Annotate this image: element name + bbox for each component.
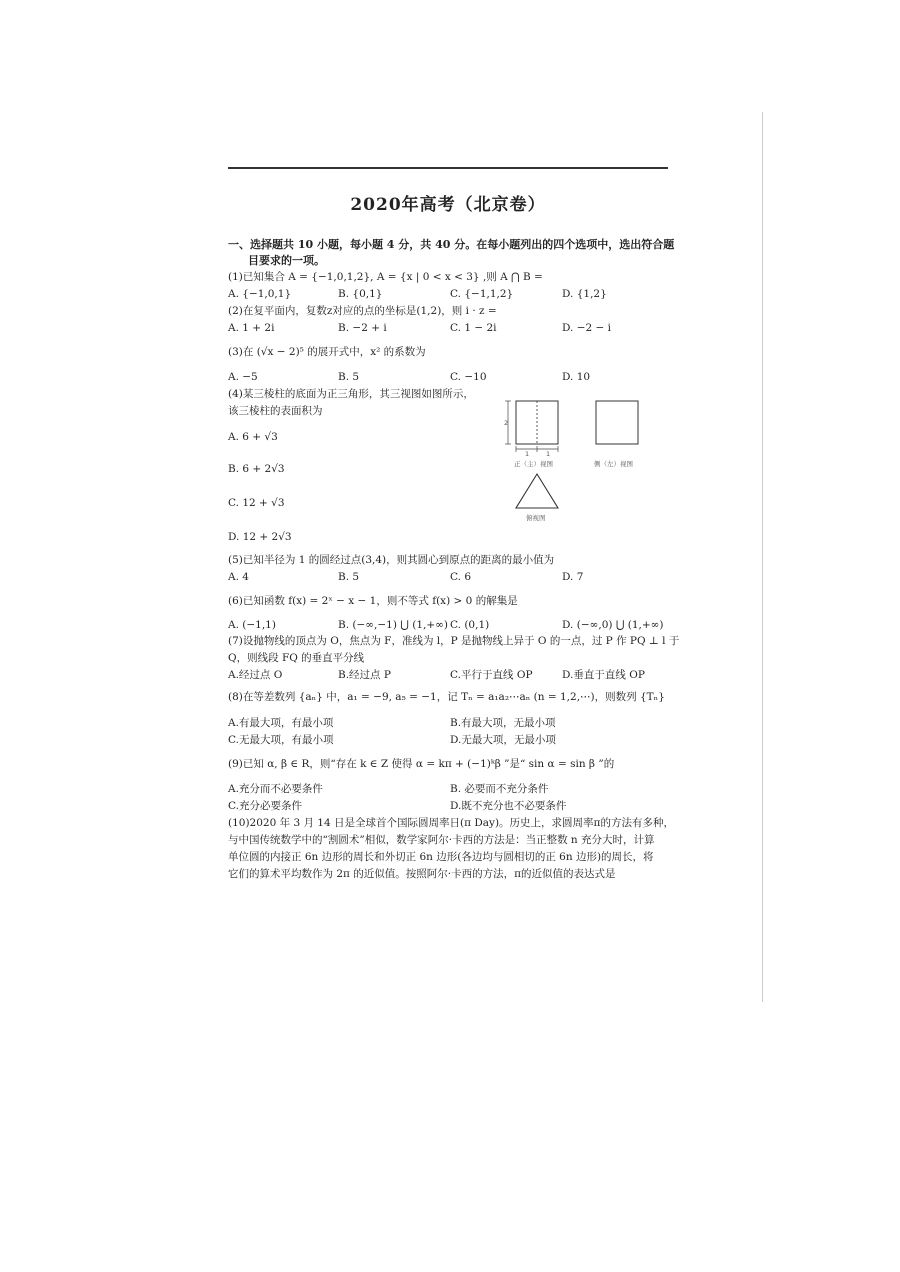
q10-stem-line3: 单位圆的内接正 6n 边形的周长和外切正 6n 边形(各边均与圆相切的正 6n 边形)的周长，将	[228, 851, 654, 863]
q1-stem: (1)已知集合 A = {−1,0,1,2}, A = {x | 0 < x < 3} ,则 A ⋂ B =	[228, 271, 543, 283]
q7-option-d: D.垂直于直线 OP	[562, 669, 645, 681]
q7-stem-line2: Q，则线段 FQ 的垂直平分线	[228, 652, 365, 664]
q1-option-a: A. {−1,0,1}	[228, 288, 292, 300]
section-heading-line2: 目要求的一项。	[248, 254, 325, 267]
q2-option-b: B. −2 + i	[338, 322, 387, 334]
q5-option-d: D. 7	[562, 571, 584, 583]
side-view-drawing	[594, 401, 638, 468]
q7-stem-line1: (7)设抛物线的顶点为 O，焦点为 F，准线为 l，P 是抛物线上异于 O 的一点，过 P 作 PQ ⊥ l 于	[228, 635, 680, 647]
dim-height-label: 2	[504, 419, 509, 427]
page-edge-line	[762, 112, 763, 1002]
q2-option-d: D. −2 − i	[562, 322, 612, 334]
q5-option-b: B. 5	[338, 571, 360, 583]
top-view-label: 俯视图	[526, 514, 546, 522]
q4-option-d: D. 12 + 2√3	[228, 531, 292, 543]
q5-option-a: A. 4	[228, 571, 249, 583]
q10-stem-line4: 它们的算术平均数作为 2π 的近似值。按照阿尔·卡西的方法，π的近似值的表达式是	[228, 868, 616, 880]
q9-option-b: B. 必要而不充分条件	[450, 783, 549, 795]
top-view-drawing	[516, 474, 558, 522]
q4-option-a: A. 6 + √3	[228, 431, 278, 443]
header-rule	[228, 167, 668, 169]
q3-option-d: D. 10	[562, 371, 591, 383]
q9-stem: (9)已知 α, β ∈ R，则“存在 k ∈ Z 使得 α = kπ + (−1)ᵏβ ”是“ sin α = sin β ”的	[228, 758, 615, 770]
q10-stem-line1: (10)2020 年 3 月 14 日是全球首个国际圆周率日(π Day)。历史上，求圆周率π的方法有多种，	[228, 817, 674, 829]
q10-stem-line2: 与中国传统数学中的“割圆术”相似，数学家阿尔·卡西的方法是：当正整数 n 充分大时，计算	[228, 834, 655, 846]
q6-option-a: A. (−1,1)	[228, 619, 276, 631]
q7-option-b: B.经过点 P	[338, 669, 391, 681]
q1-option-c: C. {−1,1,2}	[450, 288, 514, 300]
side-view-label: 侧（左）视图	[594, 460, 633, 468]
q1-option-d: D. {1,2}	[562, 288, 607, 300]
q6-option-b: B. (−∞,−1) ⋃ (1,+∞)	[338, 619, 448, 631]
q3-option-a: A. −5	[228, 371, 258, 383]
q6-option-c: C. (0,1)	[450, 619, 490, 631]
q8-option-a: A.有最大项，有最小项	[228, 717, 334, 729]
q7-option-a: A.经过点 O	[228, 669, 283, 681]
q7-option-c: C.平行于直线 OP	[450, 669, 533, 681]
front-view-label: 正（主）视图	[514, 460, 553, 468]
q3-option-b: B. 5	[338, 371, 360, 383]
q8-stem: (8)在等差数列 {aₙ} 中，a₁ = −9, a₅ = −1，记 Tₙ = a₁a₂⋯aₙ (n = 1,2,⋯)，则数列 {Tₙ}	[228, 691, 665, 703]
page-title: 2020年高考（北京卷）	[350, 195, 546, 215]
q6-stem: (6)已知函数 f(x) = 2ˣ − x − 1，则不等式 f(x) > 0 的解集是	[228, 595, 518, 607]
q5-option-c: C. 6	[450, 571, 472, 583]
dim-right-label: 1	[546, 450, 551, 458]
q8-option-c: C.无最大项，有最小项	[228, 734, 334, 746]
q3-option-c: C. −10	[450, 371, 487, 383]
q4-stem-line1: (4)某三棱柱的底面为正三角形，其三视图如图所示，	[228, 388, 474, 400]
q8-option-b: B.有最大项，无最小项	[450, 717, 556, 729]
three-view-figure	[490, 392, 670, 527]
q8-option-d: D.无最大项，无最小项	[450, 734, 556, 746]
q3-stem: (3)在 (√x − 2)⁵ 的展开式中，x² 的系数为	[228, 346, 426, 358]
front-view-drawing	[504, 401, 558, 468]
q2-stem: (2)在复平面内，复数z对应的点的坐标是(1,2)，则 i · z =	[228, 305, 497, 317]
q9-option-a: A.充分而不必要条件	[228, 783, 323, 795]
q6-option-d: D. (−∞,0) ⋃ (1,+∞)	[562, 619, 664, 631]
q2-option-a: A. 1 + 2i	[228, 322, 275, 334]
q4-option-b: B. 6 + 2√3	[228, 463, 285, 475]
q5-stem: (5)已知半径为 1 的圆经过点(3,4)，则其圆心到原点的距离的最小值为	[228, 554, 555, 566]
q1-option-b: B. {0,1}	[338, 288, 383, 300]
q4-stem-line2: 该三棱柱的表面积为	[228, 405, 323, 417]
dim-left-label: 1	[525, 450, 530, 458]
q2-option-c: C. 1 − 2i	[450, 322, 497, 334]
section-heading-line1: 一、选择题共 10 小题，每小题 4 分，共 40 分。在每小题列出的四个选项中，选出符合题	[228, 238, 675, 251]
q9-option-d: D.既不充分也不必要条件	[450, 800, 567, 812]
q4-option-c: C. 12 + √3	[228, 497, 285, 509]
q9-option-c: C.充分必要条件	[228, 800, 302, 812]
